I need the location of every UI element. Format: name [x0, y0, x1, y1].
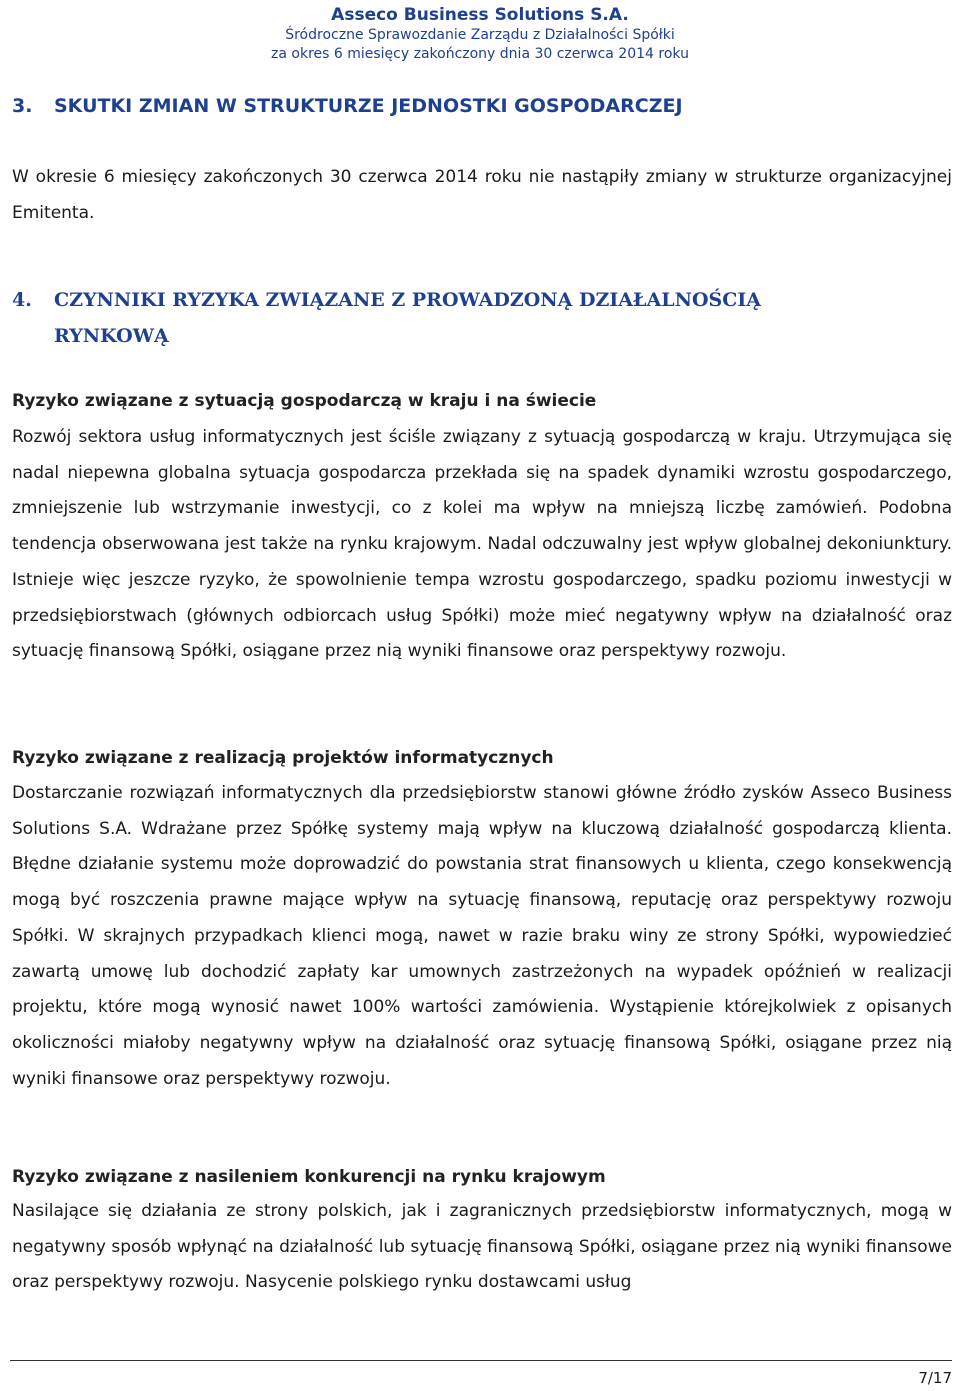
risk-body-projects: Dostarczanie rozwiązań informatycznych dla przedsiębiorstw stanowi główne źródło zysków Asseco Business Solutions S.A. Wdrażane przez Spółkę systemy mają wpływ na kluczową działalność gospodarczą klienta. Błędne działanie systemu może doprowadzić do powstania strat finansowych u klienta, czego konsekwencją mogą być roszczenia prawne mające wpływ na sytuację finansową, reputację oraz perspektywy rozwoju Spółki. W skrajnych przypadkach klienci mogą, nawet w razie braku winy ze strony Spółki, wypowiedzieć zawartą umowę lub dochodzić zapłaty kar umownych zastrzeżonych na wypadek opóźnień w realizacji projektu, które mogą wynosić nawet 100% wartości zamówienia. Wystąpienie którejkolwiek z opisanych okoliczności miałoby negatywny wpływ na działalność oraz sytuację finansową Spółki, osiągane przez nią wyniki finansowe oraz perspektywy rozwoju. [12, 783, 952, 1089]
report-period: za okres 6 miesięcy zakończony dnia 30 czerwca 2014 roku [271, 46, 689, 62]
page-number: 7/17 [918, 1369, 952, 1387]
risk-body-competition: Nasilające się działania ze strony polskich, jak i zagranicznych przedsiębiorstw informatycznych, mogą w negatywny sposób wpłynąć na działalność lub sytuację finansową Spółki, osiągane przez nią wyniki finansowe oraz perspektywy rozwoju. Nasycenie polskiego rynku dostawcami usług [12, 1201, 952, 1293]
company-name: Asseco Business Solutions S.A. [331, 5, 629, 25]
report-title: Śródroczne Sprawozdanie Zarządu z Działalności Spółki [285, 27, 675, 43]
section-3-heading [12, 88, 683, 124]
section-3-title: SKUTKI ZMIAN W STRUKTURZE JEDNOSTKI GOSPODARCZEJ [54, 95, 683, 117]
section-4-number: 4. [12, 289, 32, 311]
risk-body-economic: Rozwój sektora usług informatycznych jest ściśle związany z sytuacją gospodarczą w kraju. Utrzymująca się nadal niepewna globalna sytuacja gospodarcza przekłada się na spadek dynamiki wzrostu gospodarczego, zmniejszenie lub wstrzymanie inwestycji, co z kolei ma wpływ na mniejszą liczbę zamówień. Podobna tendencja obserwowana jest także na rynku krajowym. Nadal odczuwalny jest wpływ globalnej dekoniunktury. Istnieje więc jeszcze ryzyko, że spowolnienie tempa wzrostu gospodarczego, spadku poziomu inwestycji w przedsiębiorstwach (głównych odbiorcach usług Spółki) może mieć negatywny wpływ na działalność oraz sytuację finansową Spółki, osiągane przez nią wyniki finansowe oraz perspektywy rozwoju. [12, 427, 952, 662]
risk-heading-competition: Ryzyko związane z nasileniem konkurencji na rynku krajowym [12, 1167, 606, 1187]
section-3-body: W okresie 6 miesięcy zakończonych 30 czerwca 2014 roku nie nastąpiły zmiany w strukturze organizacyjnej Emitenta. [12, 167, 952, 223]
risk-heading-projects: Ryzyko związane z realizacją projektów informatycznych [12, 748, 554, 768]
risk-heading-economic: Ryzyko związane z sytuacją gospodarczą w kraju i na świecie [12, 391, 597, 411]
section-4-title-line2: RYNKOWĄ [54, 325, 169, 347]
section-4-heading [12, 282, 761, 354]
section-3-number: 3. [12, 95, 33, 117]
footer-divider [10, 1360, 952, 1361]
section-4-title-line1: CZYNNIKI RYZYKA ZWIĄZANE Z PROWADZONĄ DZIAŁALNOŚCIĄ [54, 289, 761, 311]
